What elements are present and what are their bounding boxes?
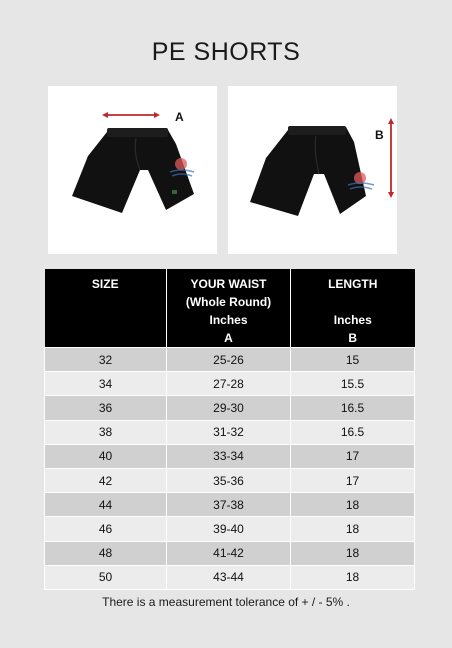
cell-size: 44 [45, 493, 167, 517]
dimension-label-b: B [375, 128, 384, 142]
cell-size: 46 [45, 517, 167, 541]
table-row [45, 493, 415, 517]
table-row [45, 396, 415, 420]
cell-waist: 29-30 [167, 396, 291, 420]
cell-length: 17 [291, 468, 415, 492]
cell-size: 38 [45, 420, 167, 444]
table-row [45, 565, 415, 589]
cell-size: 36 [45, 396, 167, 420]
table-row [45, 372, 415, 396]
cell-length: 16.5 [291, 420, 415, 444]
cell-length: 15 [291, 348, 415, 372]
cell-size: 50 [45, 565, 167, 589]
cell-length: 16.5 [291, 396, 415, 420]
header-size-label: SIZE [91, 277, 119, 291]
size-table-body [45, 348, 415, 590]
cell-waist: 37-38 [167, 493, 291, 517]
header-size [45, 269, 167, 348]
header-length-title: LENGTH [328, 277, 378, 291]
cell-size: 48 [45, 541, 167, 565]
header-length-unit: Inches [333, 313, 372, 327]
header-waist-subtitle: (Whole Round) [185, 295, 272, 309]
header-length-spacer [291, 293, 415, 311]
size-chart-table [44, 269, 415, 590]
table-row [45, 420, 415, 444]
cell-length: 18 [291, 541, 415, 565]
cell-length: 18 [291, 517, 415, 541]
table-row [45, 468, 415, 492]
table-row [45, 444, 415, 468]
header-waist-title: YOUR WAIST [190, 277, 267, 291]
cell-waist: 35-36 [167, 468, 291, 492]
table-row [45, 517, 415, 541]
table-header-row [45, 269, 415, 348]
table-row [45, 348, 415, 372]
front-shorts-image [48, 86, 217, 254]
cell-size: 34 [45, 372, 167, 396]
header-waist-unit: Inches [209, 313, 248, 327]
cell-length: 15.5 [291, 372, 415, 396]
dimension-label-a: A [175, 110, 184, 124]
header-waist-code: A [224, 331, 233, 345]
page-title: PE SHORTS [151, 38, 301, 66]
header-waist [167, 269, 291, 348]
cell-waist: 33-34 [167, 444, 291, 468]
cell-size: 40 [45, 444, 167, 468]
cell-waist: 31-32 [167, 420, 291, 444]
cell-size: 32 [45, 348, 167, 372]
cell-waist: 39-40 [167, 517, 291, 541]
cell-waist: 41-42 [167, 541, 291, 565]
header-length-code: B [348, 331, 358, 345]
cell-length: 17 [291, 444, 415, 468]
cell-length: 18 [291, 493, 415, 517]
cell-waist: 43-44 [167, 565, 291, 589]
cell-size: 42 [45, 468, 167, 492]
table-row [45, 541, 415, 565]
header-length [291, 269, 415, 348]
back-shorts-image [228, 86, 397, 254]
front-shorts-illustration [48, 86, 217, 254]
cell-length: 18 [291, 565, 415, 589]
tolerance-note: There is a measurement tolerance of + / - 5% . [102, 595, 350, 609]
cell-waist: 27-28 [167, 372, 291, 396]
back-shorts-illustration [228, 86, 397, 254]
cell-waist: 25-26 [167, 348, 291, 372]
